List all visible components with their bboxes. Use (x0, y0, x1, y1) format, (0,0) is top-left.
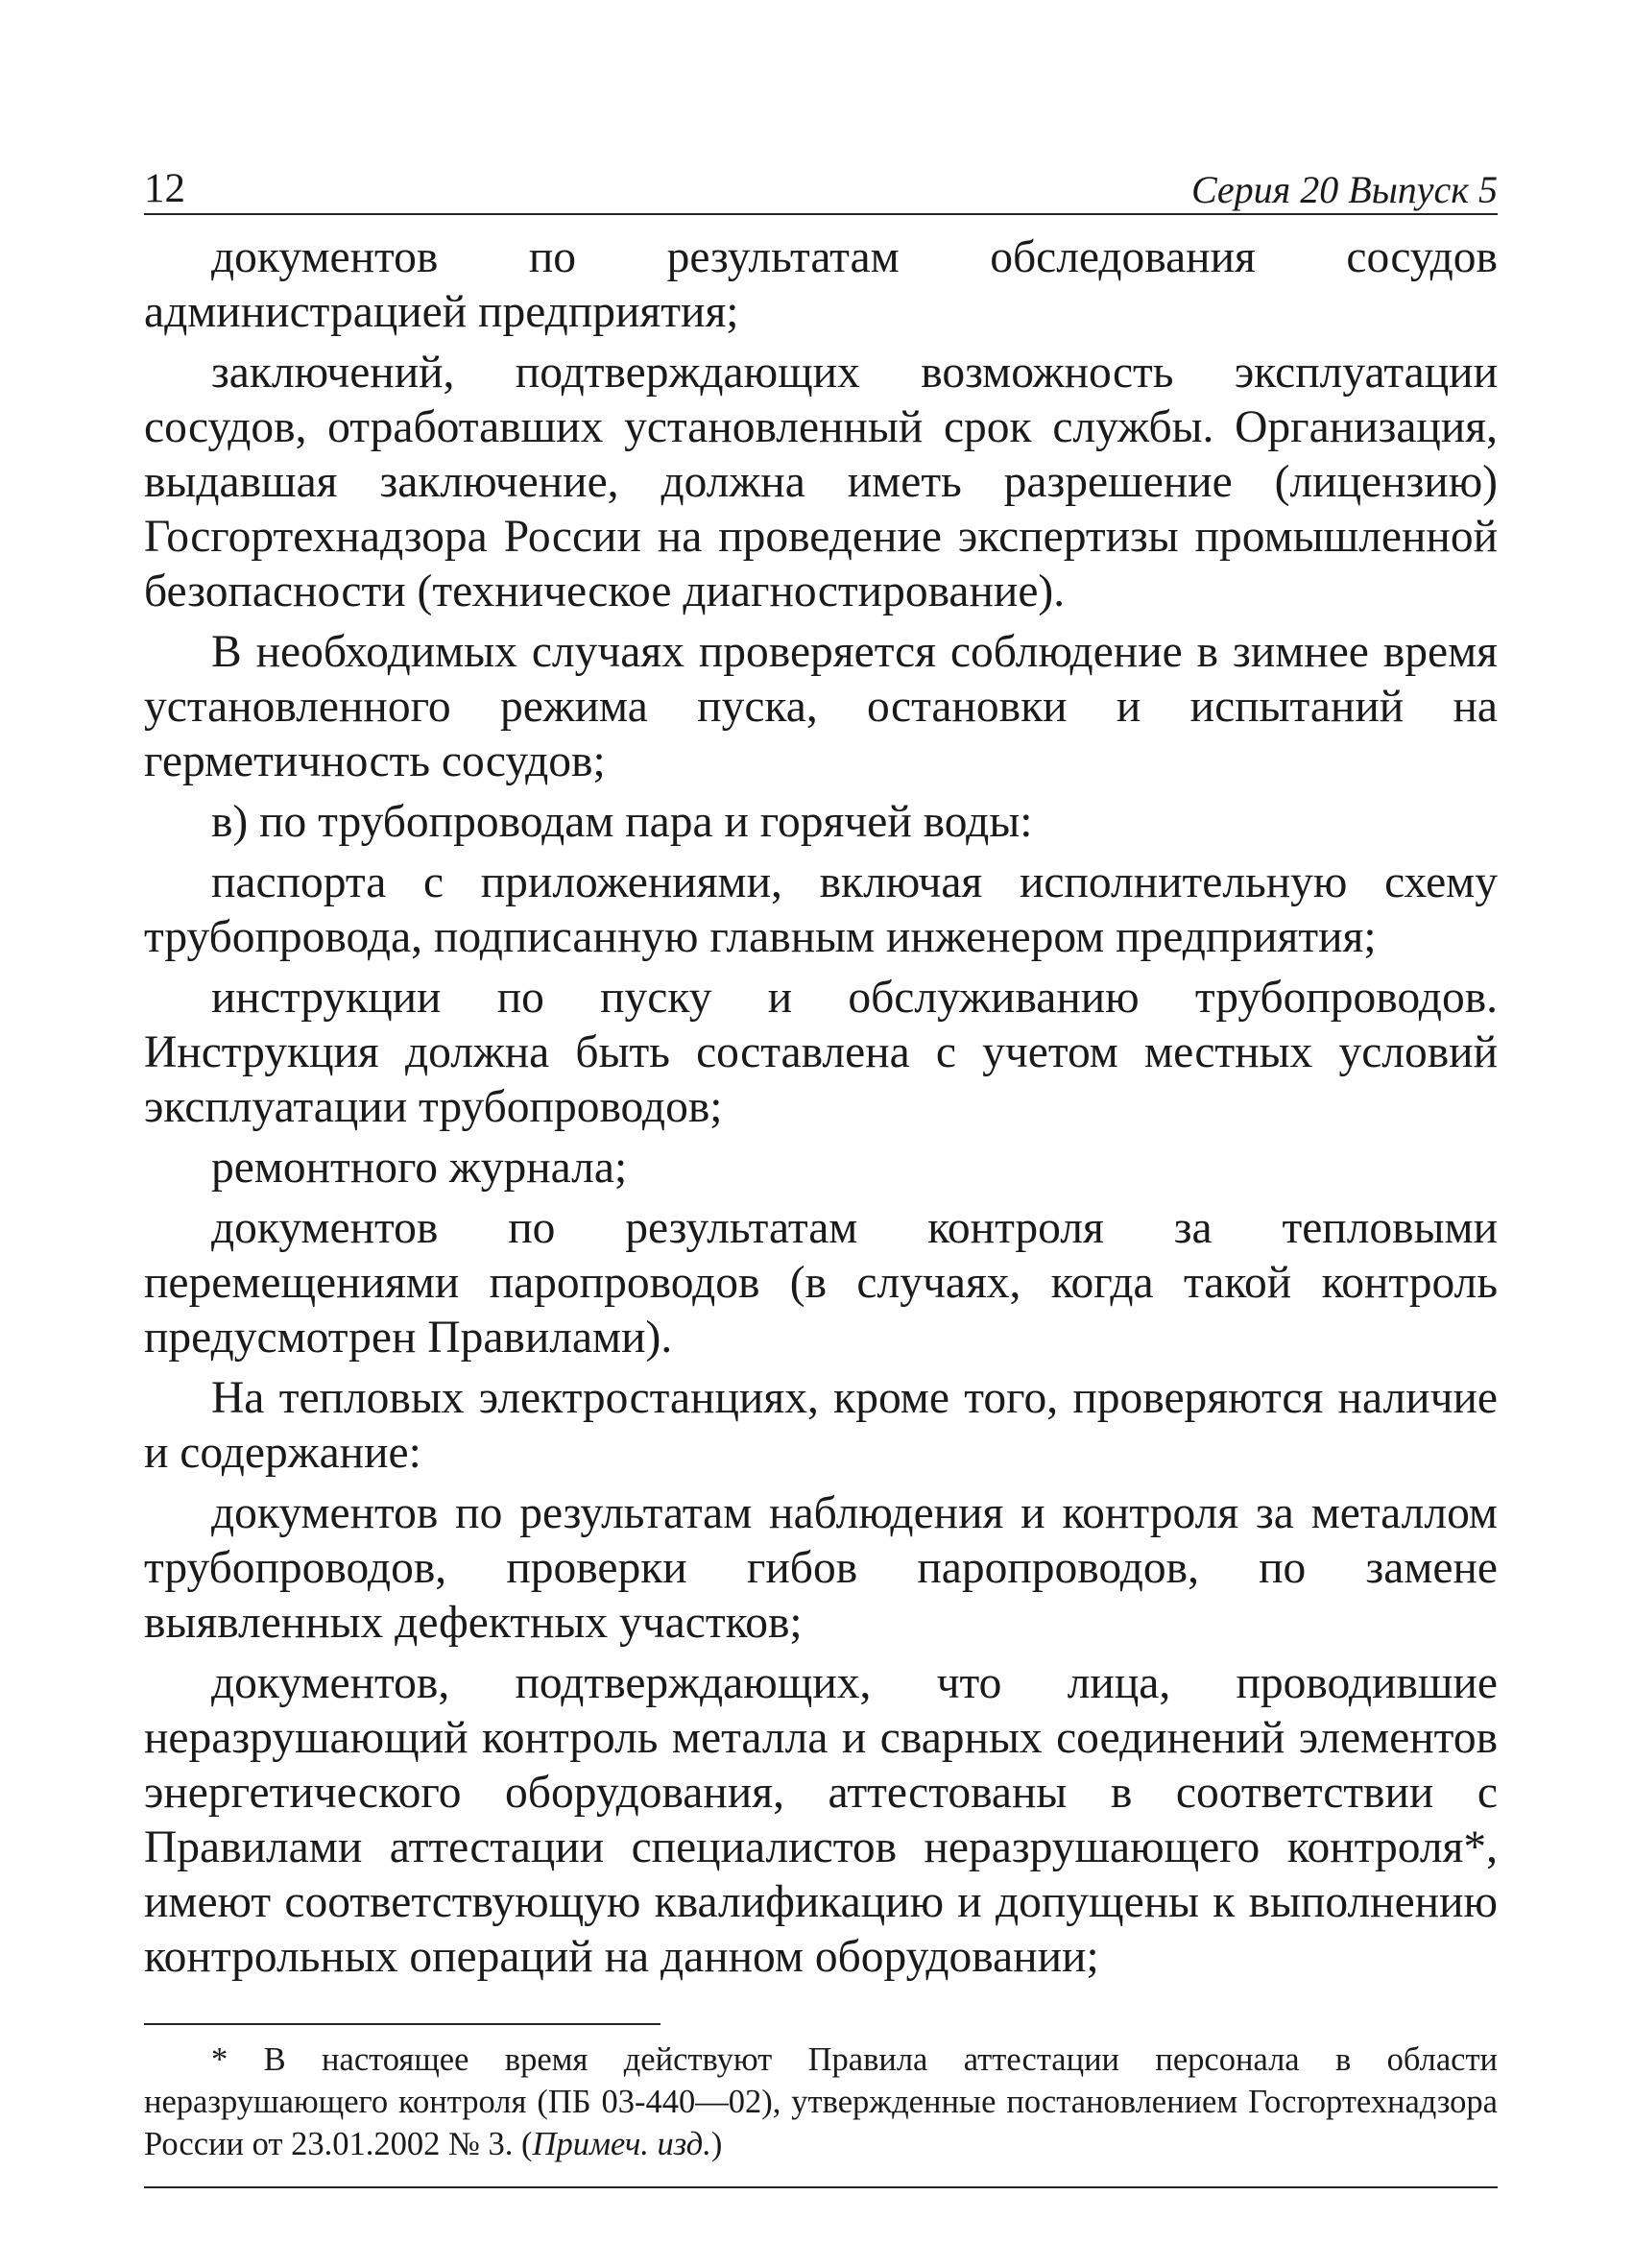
bottom-rule (144, 2186, 1498, 2188)
paragraph: документов по результатам обследования сосудов администрацией предприятия; (144, 232, 1498, 337)
paragraph: ремонтного журнала; (211, 1143, 628, 1193)
paragraph: На тепловых электростанциях, кроме того, проверяются наличие и содержание: (144, 1373, 1498, 1478)
paragraph: документов по результатам контроля за тепловыми перемещениями паропроводов (в случаях, когда такой контроль предусмотрен Правилами). (144, 1203, 1498, 1363)
paragraph: документов по результатам наблюдения и контроля за металлом трубопроводов, проверки гибов паропроводов, по замене выявленных дефектных участков; (144, 1488, 1498, 1648)
footnote-separator (144, 2023, 660, 2025)
paragraph: в) по трубопроводам пара и горячей воды: (211, 797, 1033, 847)
paragraph: документов, подтверждающих, что лица, проводившие неразрушающий контроль металла и сварных соединений элементов энергетического оборудования, аттестованы в соответствии с Правилами аттестации специалистов неразрушающего контроля*, имеют соответствующую квалификацию и допущены к выполнению контрольных операций на данном оборудовании; (144, 1658, 1498, 1982)
running-title: Серия 20 Выпуск 5 (1190, 168, 1498, 211)
page-header (144, 154, 1498, 215)
paragraph: заключений, подтверждающих возможность эксплуатации сосудов, отработавших установленный срок службы. Организация, выдавшая заключение, должна иметь разрешение (лицензию) Госгортехнадзора России на проведение экспертизы промышленной безопасности (техническое диагностирование). (144, 348, 1498, 616)
body-text (144, 230, 1498, 1985)
footnote (144, 2039, 1498, 2165)
document-page (144, 154, 1498, 2188)
paragraph: инструкции по пуску и обслуживанию трубопроводов. Инструкция должна быть составлена с учетом местных условий эксплуатации трубопроводов; (144, 973, 1498, 1132)
paragraph: В необходимых случаях проверяется соблюдение в зимнее время установленного режима пуска, остановки и испытаний на герметичность сосудов; (144, 627, 1498, 786)
footnote-text: * В настоящее время действуют Правила аттестации персонала в области неразрушающего контроля (ПБ 03-440—02), утвержденные постановлением Госгортехнадзора России от 23.01.2002 № 3. ( (144, 2041, 1498, 2162)
footnote-editor-note: Примеч. изд. (532, 2126, 711, 2162)
footnote-close: ) (710, 2126, 723, 2162)
page-number: 12 (144, 166, 185, 211)
paragraph: паспорта с приложениями, включая исполнительную схему трубопровода, подписанную главным инженером предприятия; (144, 857, 1498, 962)
